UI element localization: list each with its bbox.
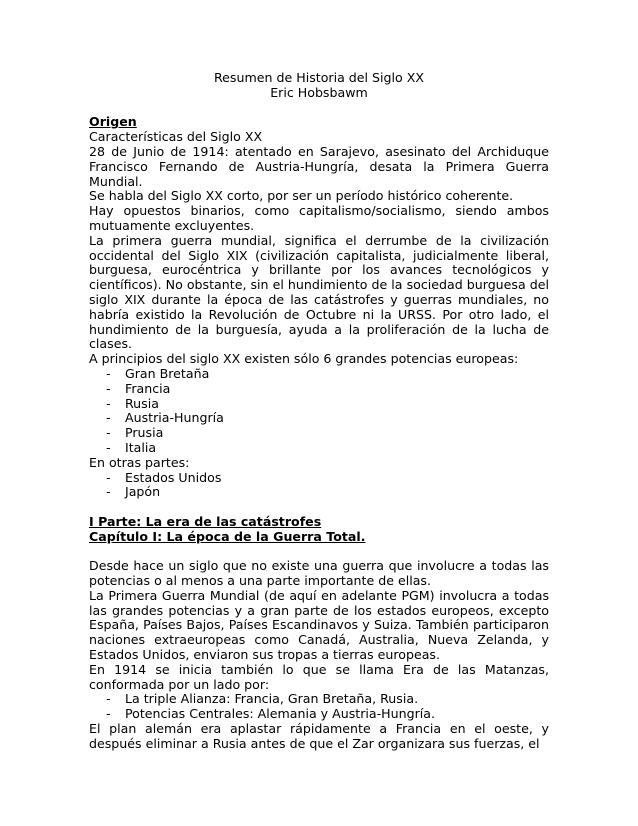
paragraph: La primera guerra mundial, significa el derrumbe de la civilización occidental del Siglo XIX (civilización capitalista, judicialmente liberal, burguesa, eurocéntrica y brillante por los avances tecnológicos y científicos). No obstante, sin el hundimiento de la sociedad burguesa del siglo XIX durante la época de las catástrofes y guerras mundiales, no habría existido la Revolución de Octubre ni la URSS. Por otro lado, el hundimiento de la burguesía, ayuda a la proliferación de la lucha de clases. (89, 232, 549, 352)
document-title: Resumen de Historia del Siglo XX (214, 70, 424, 85)
paragraph: En 1914 se inicia también lo que se llama Era de las Matanzas, conformada por un lado por: (89, 661, 549, 692)
list-item (89, 692, 549, 707)
dash-bullet: - (106, 395, 111, 411)
list-item-text: Estados Unidos (125, 469, 222, 485)
list-item (89, 471, 549, 486)
dash-bullet: - (106, 691, 111, 707)
subheading: Características del Siglo XX (89, 129, 263, 145)
spacer (89, 101, 549, 116)
section-heading-origen: Origen (89, 114, 137, 130)
list-item (89, 397, 549, 412)
chapter-heading: Capítulo I: La época de la Guerra Total. (89, 528, 366, 544)
list-item (89, 707, 549, 722)
list-item (89, 441, 549, 456)
dash-bullet: - (106, 425, 111, 441)
paragraph: 28 de Junio de 1914: atentado en Sarajevo, asesinato del Archiduque Francisco Fernando de Austria-Hungría, desata la Primera Guerra Mundial. (89, 143, 549, 189)
paragraph: El plan alemán era aplastar rápidamente a Francia en el oeste, y después eliminar a Rusia antes de que el Zar organizara sus fuerzas, el (89, 721, 549, 751)
spacer (89, 545, 549, 560)
document-author: Eric Hobsbawm (270, 84, 368, 100)
list-item-text: Austria-Hungría (125, 410, 224, 426)
list-item-text: La triple Alianza: Francia, Gran Bretaña, Rusia. (125, 691, 419, 707)
paragraph: En otras partes: (89, 454, 190, 470)
list-item-text: Japón (125, 484, 161, 500)
paragraph: Se habla del Siglo XX corto, por ser un período histórico coherente. (89, 188, 514, 204)
paragraph: Hay opuestos binarios, como capitalismo/socialismo, siendo ambos mutuamente excluyentes. (89, 203, 549, 233)
paragraph: Desde hace un siglo que no existe una guerra que involucre a todas las potencias o al menos a una parte importante de ellas. (89, 558, 549, 589)
powers-list (89, 367, 549, 456)
part-heading: I Parte: La era de las catástrofes (89, 513, 322, 529)
list-item-text: Prusia (125, 425, 164, 441)
list-item-text: Francia (125, 380, 171, 396)
alliances-list (89, 692, 549, 722)
list-item (89, 411, 549, 426)
dash-bullet: - (106, 410, 111, 426)
document-page (89, 71, 549, 752)
dash-bullet: - (106, 484, 111, 500)
list-item (89, 426, 549, 441)
list-item-text: Italia (125, 439, 157, 455)
list-item (89, 485, 549, 500)
dash-bullet: - (106, 469, 111, 485)
others-list (89, 471, 549, 501)
dash-bullet: - (106, 439, 111, 455)
list-item-text: Gran Bretaña (125, 365, 210, 381)
list-item (89, 367, 549, 382)
spacer (89, 500, 549, 515)
dash-bullet: - (106, 365, 111, 381)
list-item (89, 382, 549, 397)
paragraph: La Primera Guerra Mundial (de aquí en adelante PGM) involucra a todas las grandes potencias y a gran parte de los estados europeos, excepto España, Países Bajos, Países Escandinavos y Suiza. También participaron naciones extraeuropeas como Canadá, Australia, Nueva Zelanda, y Estados Unidos, enviaron sus tropas a tierras europeas. (89, 587, 549, 663)
list-item-text: Potencias Centrales: Alemania y Austria-Hungría. (125, 706, 435, 722)
list-item-text: Rusia (125, 395, 159, 411)
dash-bullet: - (106, 380, 111, 396)
dash-bullet: - (106, 706, 111, 722)
paragraph: A principios del siglo XX existen sólo 6 grandes potencias europeas: (89, 351, 519, 367)
